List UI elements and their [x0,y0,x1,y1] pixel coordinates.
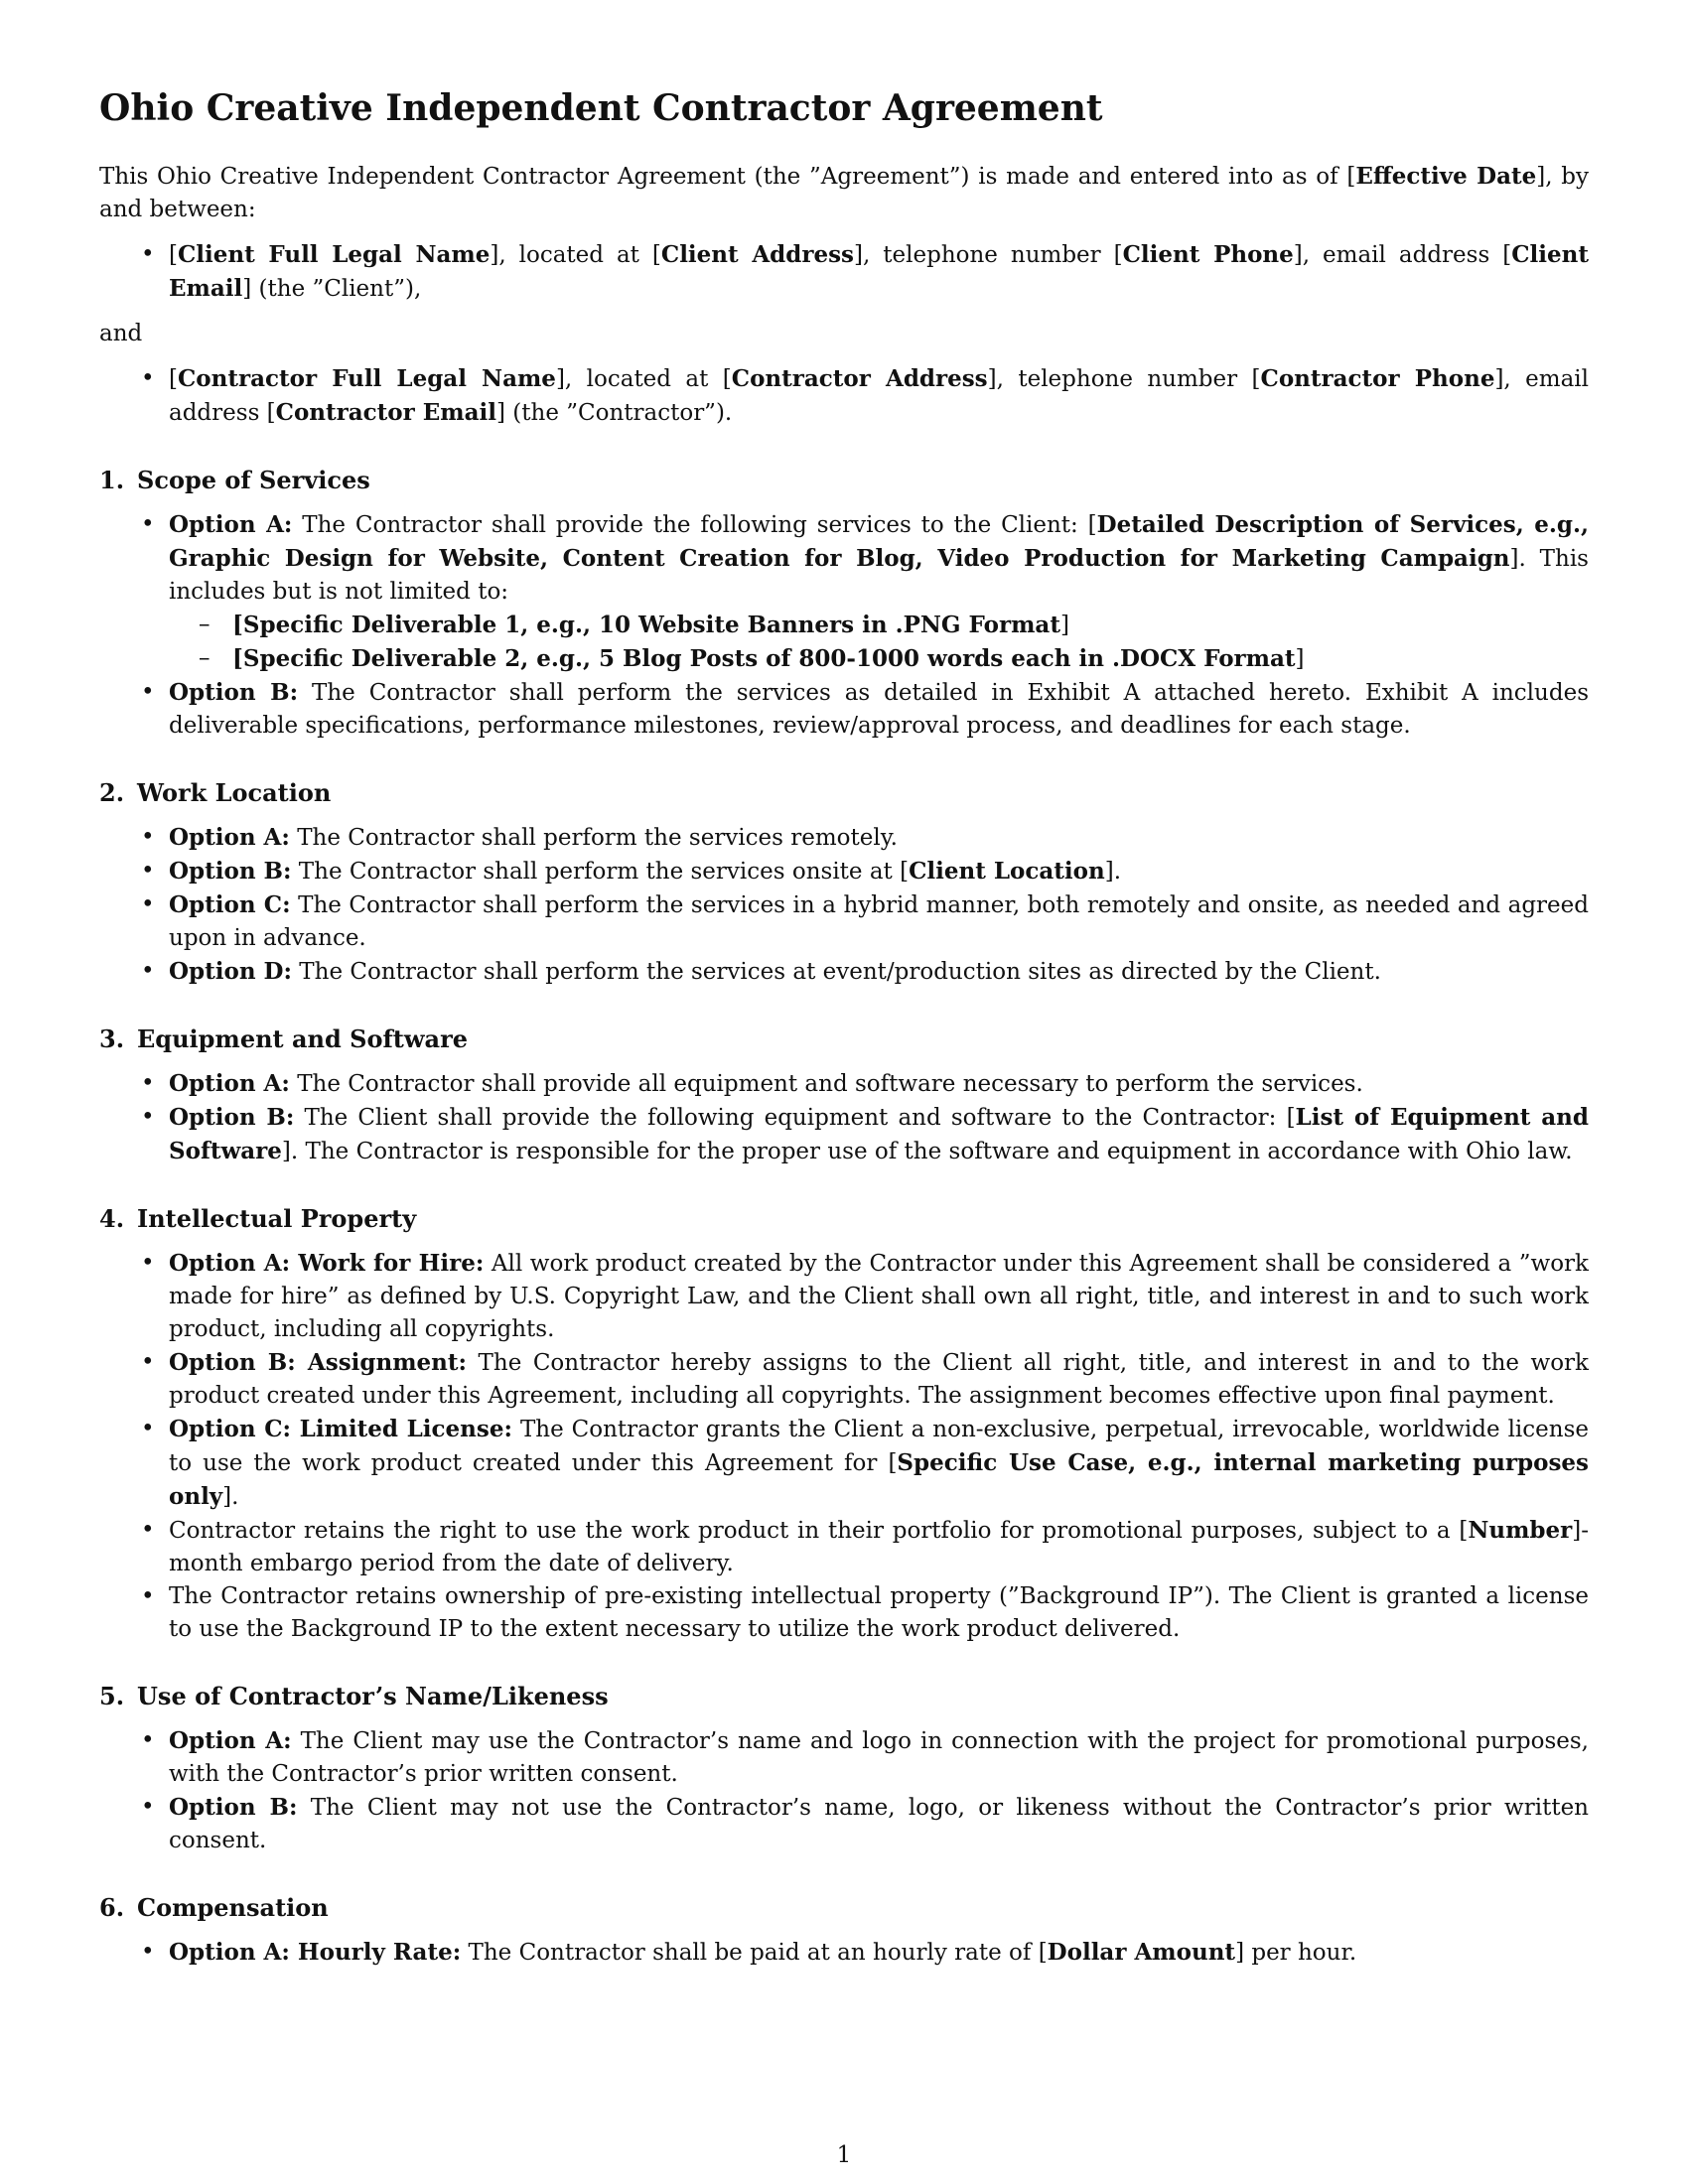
section-heading-work-location: 2. Work Location [99,778,332,808]
section-heading-intellectual-property: 4. Intellectual Property [99,1204,417,1234]
list-item: • Option B: The Contractor shall perform the services as detailed in Exhibit A attached hereto. Exhibit A includes deliverable specifications, performance milestones, review/approval process, and deadlines for each stage. [169,676,1589,743]
list-item: • Option B: The Contractor shall perform the services onsite at [Client Location]. [169,855,1589,888]
list-item: • Option A: Work for Hire: All work product created by the Contractor under this Agreement shall be considered a ”work made for hire” as defined by U.S. Copyright Law, and the Client shall own all right, title, and interest in and to such work product, including all copyrights. [169,1247,1589,1346]
section-heading-compensation: 6. Compensation [99,1893,329,1923]
client-party-item: • [Client Full Legal Name], located at [Client Address], telephone number [Client Phone], email address [Client Email] (the ”Client”), [169,238,1589,306]
list-item: • Option A: Hourly Rate: The Contractor shall be paid at an hourly rate of [Dollar Amount] per hour. [169,1936,1589,1970]
intro-paragraph: This Ohio Creative Independent Contractor Agreement (the ”Agreement”) is made and entered into as of [Effective Date], by and between: [99,163,1589,223]
effective-date-placeholder: Effective Date [1355,163,1537,191]
equipment-options-list [99,1067,1589,1168]
list-item: • Option A: The Contractor shall provide the following services to the Client: [Detailed Description of Services, e.g., Graphic Design for Website, Content Creation for Blog, Video Production for Marketing Campaign]. This includes but is not limited to: – [Specific Deliverable 1, e.g., 10 Website Banners in .PNG Format] – [Specific Deliverable 2, e.g., 5 Blog Posts of 800-1000 words each in .DOCX Format] [169,508,1589,676]
list-item: – [Specific Deliverable 2, e.g., 5 Blog Posts of 800-1000 words each in .DOCX Format] [232,642,1589,676]
page-number: 1 [836,2142,852,2168]
list-item: • Option A: The Contractor shall provide all equipment and software necessary to perform the services. [169,1067,1589,1101]
list-item: • Option A: The Contractor shall perform the services remotely. [169,821,1589,855]
list-item: • Option B: The Client may not use the Contractor’s name, logo, or likeness without the Contractor’s prior written consent. [169,1791,1589,1857]
contractor-party-list [99,362,1589,430]
list-item: • Option B: The Client shall provide the following equipment and software to the Contractor: [List of Equipment and Software]. The Contractor is responsible for the proper use of the software and equipment in accordance with Ohio law. [169,1101,1589,1168]
list-item: • Option C: Limited License: The Contractor grants the Client a non-exclusive, perpetual, irrevocable, worldwide license to use the work product created under this Agreement for [Specific Use Case, e.g., internal marketing purposes only]. [169,1413,1589,1514]
ip-options-list [99,1247,1589,1646]
list-item: – [Specific Deliverable 1, e.g., 10 Website Banners in .PNG Format] [232,609,1589,642]
client-party-list [99,238,1589,306]
list-item: • Option A: The Client may use the Contractor’s name and logo in connection with the project for promotional purposes, with the Contractor’s prior written consent. [169,1724,1589,1791]
list-item: • Option B: Assignment: The Contractor hereby assigns to the Client all right, title, and interest in and to the work product created under this Agreement, including all copyrights. The assignment becomes effective upon final payment. [169,1346,1589,1413]
list-item: • The Contractor retains ownership of pre-existing intellectual property (”Background IP”). The Client is granted a license to use the Background IP to the extent necessary to utilize the work product delivered. [169,1580,1589,1646]
list-item: • Contractor retains the right to use the work product in their portfolio for promotional purposes, subject to a [Number]-month embargo period from the date of delivery. [169,1514,1589,1580]
document-title: Ohio Creative Independent Contractor Agreement [99,87,1103,129]
scope-options-list [99,508,1589,743]
and-conjunction: and [99,321,143,347]
name-likeness-options-list [99,1724,1589,1857]
contractor-party-item: • [Contractor Full Legal Name], located at [Contractor Address], telephone number [Contractor Phone], email address [Contractor Email] (the ”Contractor”). [169,362,1589,430]
list-item: • Option C: The Contractor shall perform the services in a hybrid manner, both remotely and onsite, as needed and agreed upon in advance. [169,888,1589,955]
compensation-options-list [99,1936,1589,1970]
section-heading-name-likeness: 5. Use of Contractor’s Name/Likeness [99,1682,609,1711]
section-heading-scope: 1. Scope of Services [99,466,370,495]
deliverables-list [169,609,1589,676]
list-item: • Option D: The Contractor shall perform the services at event/production sites as directed by the Client. [169,955,1589,989]
section-heading-equipment: 3. Equipment and Software [99,1024,468,1054]
work-location-options-list [99,821,1589,989]
